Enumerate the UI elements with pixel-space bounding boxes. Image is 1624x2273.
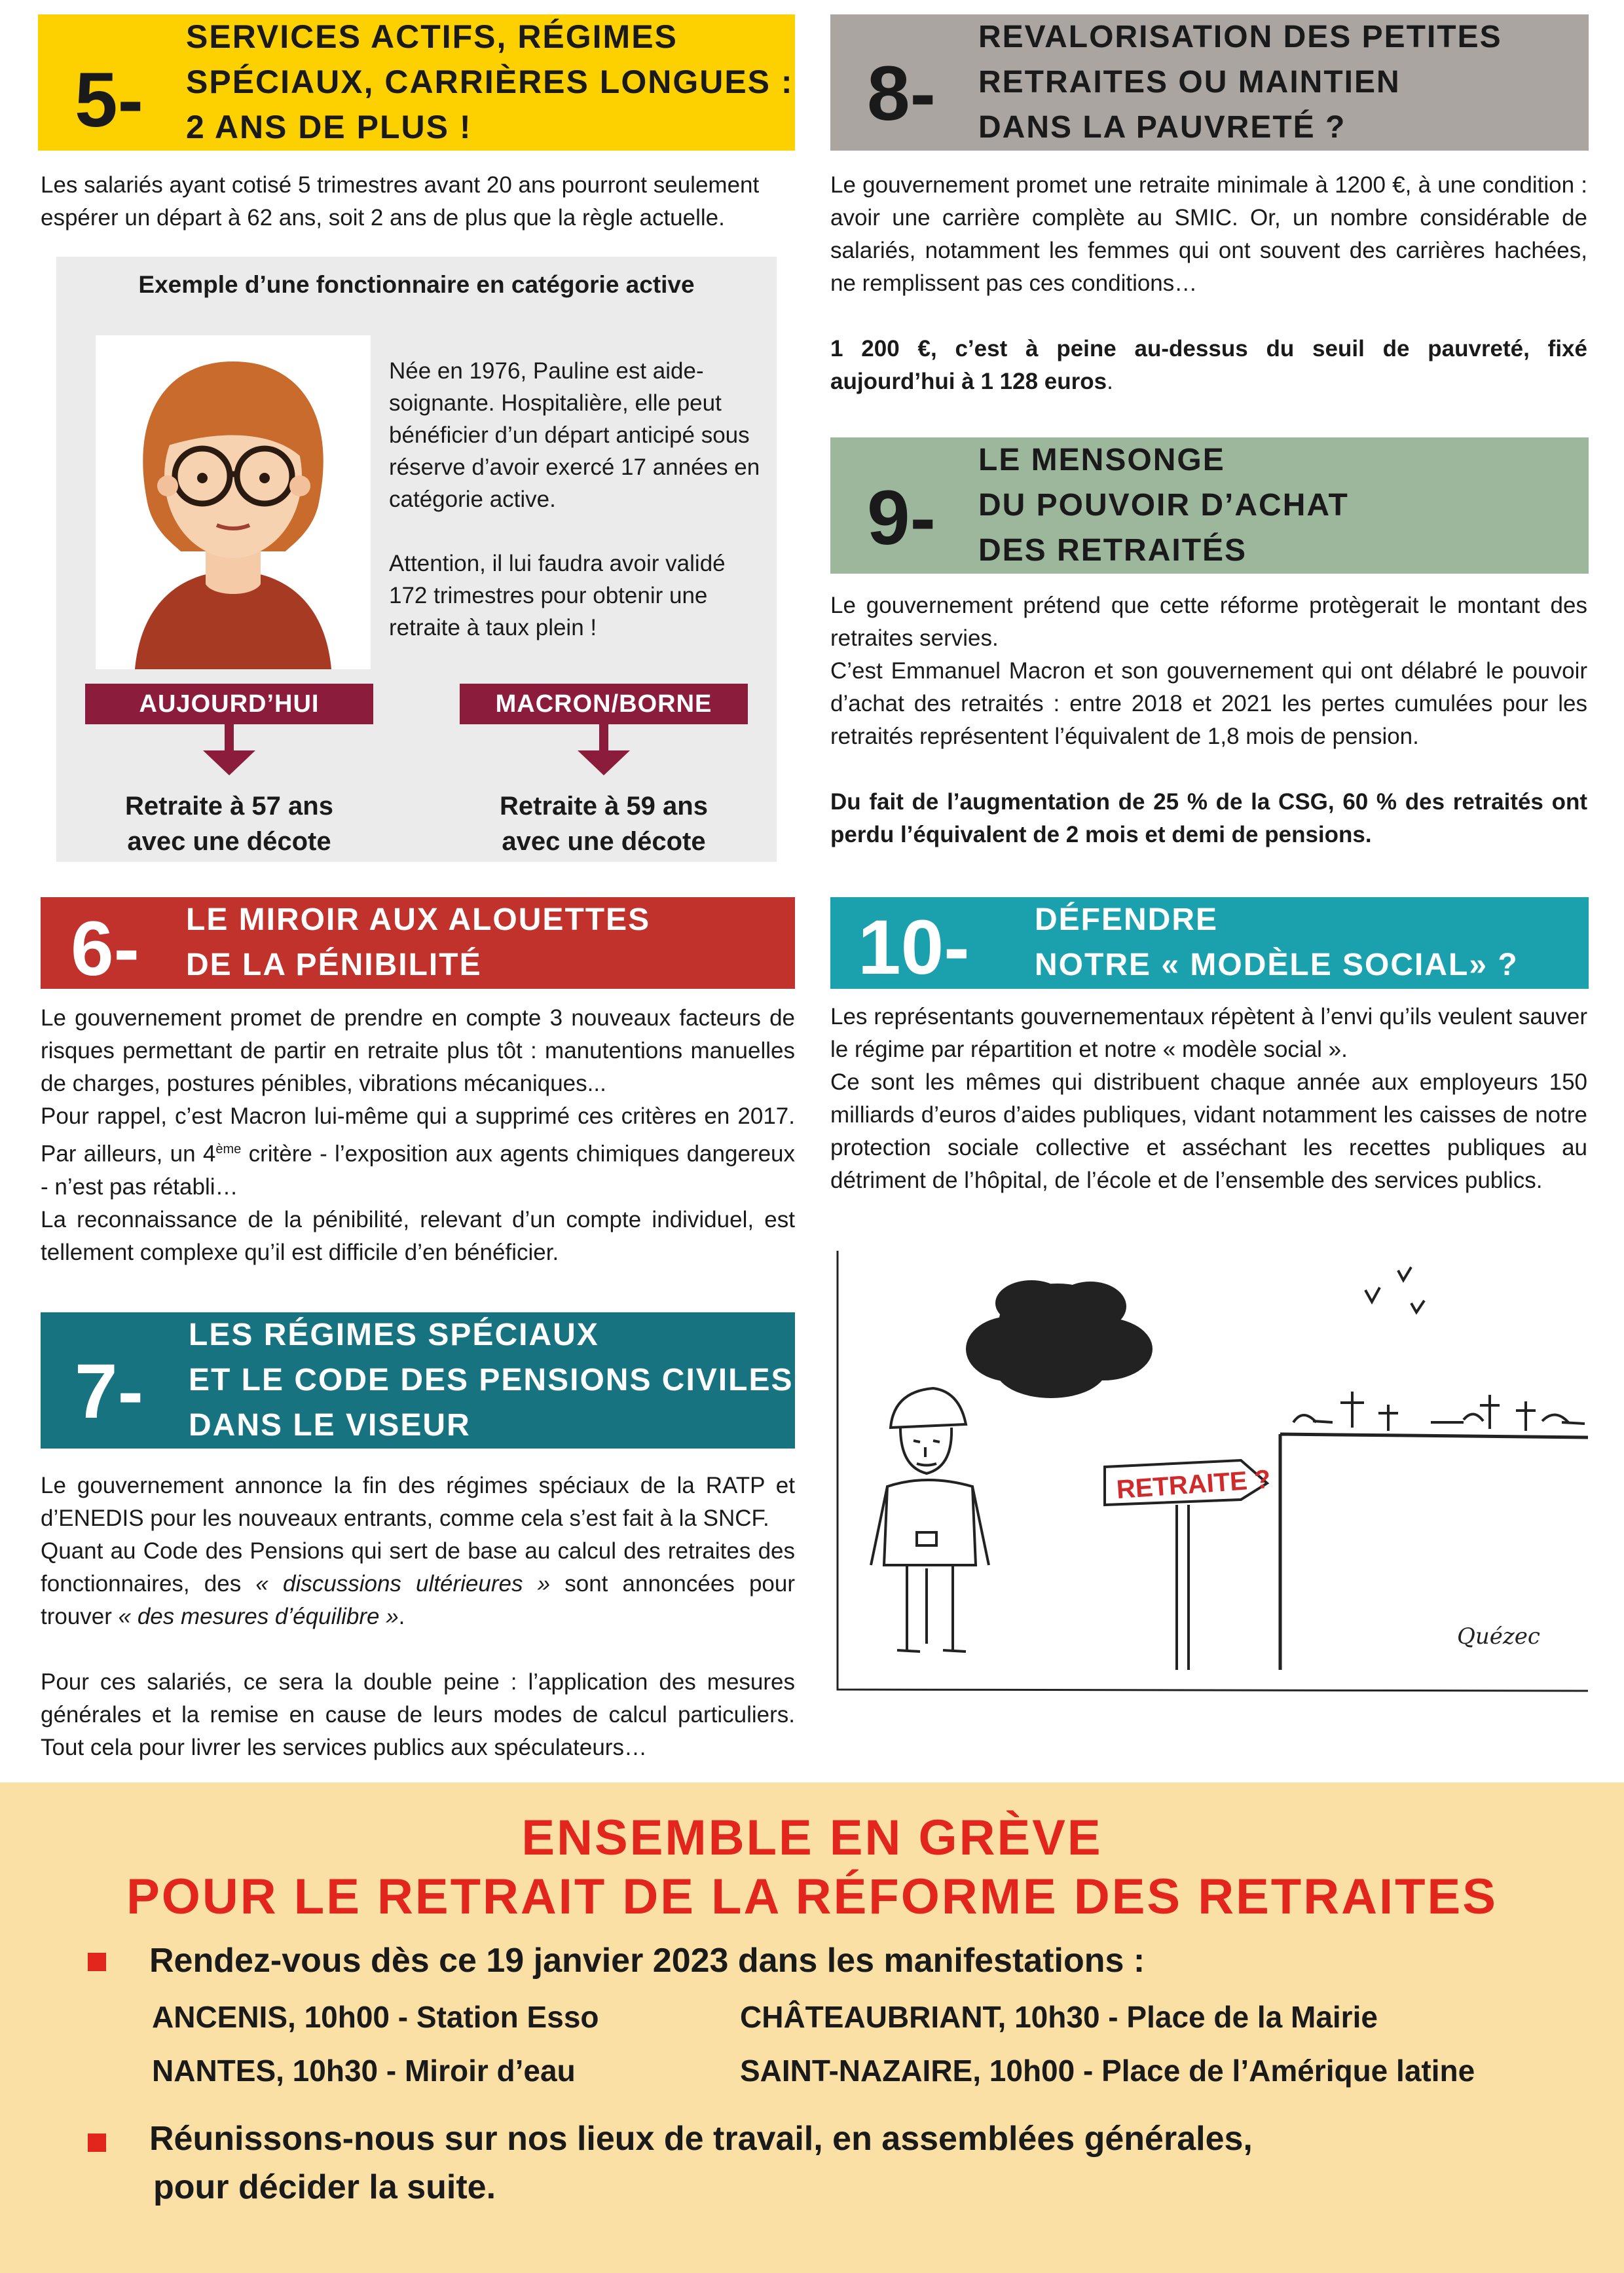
result-today: Retraite à 57 ans avec une décote [125,792,333,856]
section-7-title: LES RÉGIMES SPÉCIAUX ET LE CODE DES PENSIONS CIVILES DANS LE VISEUR [189,1318,794,1443]
arrow-right-stem [599,724,608,750]
cartoon-illustration [835,1251,1591,1696]
place-ancenis: ANCENIS, 10h00 - Station Esso [152,2000,599,2034]
place-chateaubriant: CHÂTEAUBRIANT, 10h30 - Place de la Mairie [740,2000,1378,2034]
section-5-number: 5- [75,57,143,143]
place-nantes: NANTES, 10h30 - Miroir d’eau [152,2054,576,2088]
section-9-title: LE MENSONGE DU POUVOIR D’ACHAT DES RETRAITÉS [978,443,1349,568]
banner-title-2: POUR LE RETRAIT DE LA RÉFORME DES RETRAITES [126,1869,1498,1925]
section-10-title: DÉFENDRE NOTRE « MODÈLE SOCIAL» ? [1035,902,1519,982]
example-box [56,257,777,862]
section-6-header [41,897,795,992]
pauline-illustration [96,335,371,669]
section-6-title: LE MIROIR AUX ALOUETTES DE LA PÉNIBILITÉ [186,902,651,982]
section-5-header [38,14,795,151]
cartoon-sign-text: RETRAITE ? [1115,1464,1272,1505]
section-7-number: 7- [75,1348,143,1435]
result-macron-borne: Retraite à 59 ans avec une décote [500,792,708,856]
arrow-left-stem [225,724,234,750]
bullet-square-2 [88,2134,106,2152]
cartoon-signature: Quézec [1457,1623,1540,1650]
section-6-body: Le gouvernement promet de prendre en compte 3 nouveaux facteurs de risques permettant de partir en retraite plus tôt : manutentions manuelles de charges, postures pénibles, vibrations mécaniques... Pour rappel, c’est Macron lui-même qui a supprimé ces critères en 2017. Par ailleurs, un 4ème critère - l’exposition aux agents chimiques dangereux - n’est pas rétabli… La reconnaissance de la pénibilité, relevant d’un compte individuel, est tellement complexe qu’il est difficile d’en bénéficier. [41,1005,795,1265]
section-9-number: 9- [867,475,936,561]
tag-macron-borne: MACRON/BORNE [460,684,748,724]
section-8-number: 8- [867,50,936,137]
section-5-title: SERVICES ACTIFS, RÉGIMES SPÉCIAUX, CARRIÈRES LONGUES : 2 ANS DE PLUS ! [186,18,794,145]
section-10-number: 10- [858,904,970,991]
section-6-number: 6- [71,906,139,992]
example-title: Exemple d’une fonctionnaire en catégorie active [138,271,695,298]
banner-bullet-2: Réunissons-nous sur nos lieux de travail, en assemblées générales, pour décider la suite. [149,2120,1253,2206]
section-8-body: Le gouvernement promet une retraite minimale à 1200 €, à une condition : avoir une carrière complète au SMIC. Or, un nombre considérable de salariés, notamment les femmes qui ont souvent des carrières hachées, ne remplissent pas ces conditions… 1 200 €, c’est à peine au-dessus du seuil de pauvreté, fixé aujourd’hui à 1 128 euros. [830,172,1587,394]
section-5-body: Les salariés ayant cotisé 5 trimestres avant 20 ans pourront seulement espérer un départ à 62 ans, soit 2 ans de plus que la règle actuelle. [41,172,760,231]
bullet-square-1 [88,1953,106,1971]
example-text: Née en 1976, Pauline est aide-soignante. Hospitalière, elle peut bénéficier d’un départ anticipé sous réserve d’avoir exercé 17 années en catégorie active. Attention, il lui faudra avoir validé 172 trimestres pour obtenir une retraite à taux plein ! [389,358,760,640]
section-7-body: Le gouvernement annonce la fin des régimes spéciaux de la RATP et d’ENEDIS pour les nouveaux entrants, comme cela s’est fait à la SNCF. Quant au Code des Pensions qui sert de base au calcul des retraites des fonctionnaires, des « discussions ultérieures » sont annoncées pour trouver « des mesures d’équilibre ». Pour ces salariés, ce sera la double peine : l’application des mesures générales et la remise en cause de leurs modes de calcul particuliers. Tout cela pour livrer les services publics aux spéculateurs… [41,1473,796,1760]
bottom-banner [0,1783,1624,2273]
banner-bullet-1: Rendez-vous dès ce 19 janvier 2023 dans les manifestations : [149,1942,1145,1980]
section-9-header [830,437,1589,574]
arrow-right-head [578,750,630,775]
section-10-body: Les représentants gouvernementaux répètent à l’envi qu’ils veulent sauver le régime par répartition et notre « modèle social ». Ce sont les mêmes qui distribuent chaque année aux employeurs 150 milliards d’euros d’aides publiques, vidant notamment les caisses de notre protection sociale collective et asséchant les recettes publiques au détriment de l’hôpital, de l’école et de l’ensemble des services publics. [830,1004,1587,1193]
section-10-header [830,897,1589,989]
section-9-body: Le gouvernement prétend que cette réforme protègerait le montant des retraites servies. C’est Emmanuel Macron et son gouvernement qui ont délabré le pouvoir d’achat des retraités : entre 2018 et 2021 les pertes cumulées pour les retraités représentent l’équivalent de 1,8 mois de pension. Du fait de l’augmentation de 25 % de la CSG, 60 % des retraités ont perdu l’équivalent de 2 mois et demi de pensions. [830,593,1587,847]
section-7-header [41,1312,795,1449]
banner-title-1: ENSEMBLE EN GRÈVE [521,1810,1103,1866]
tag-today: AUJOURD’HUI [85,684,373,724]
section-8-header [830,14,1589,151]
section-8-title: REVALORISATION DES PETITES RETRAITES OU MAINTIEN DANS LA PAUVRETÉ ? [978,20,1502,145]
place-saint-nazaire: SAINT-NAZAIRE, 10h00 - Place de l’Amérique latine [740,2054,1475,2088]
arrow-left-head [203,750,255,775]
